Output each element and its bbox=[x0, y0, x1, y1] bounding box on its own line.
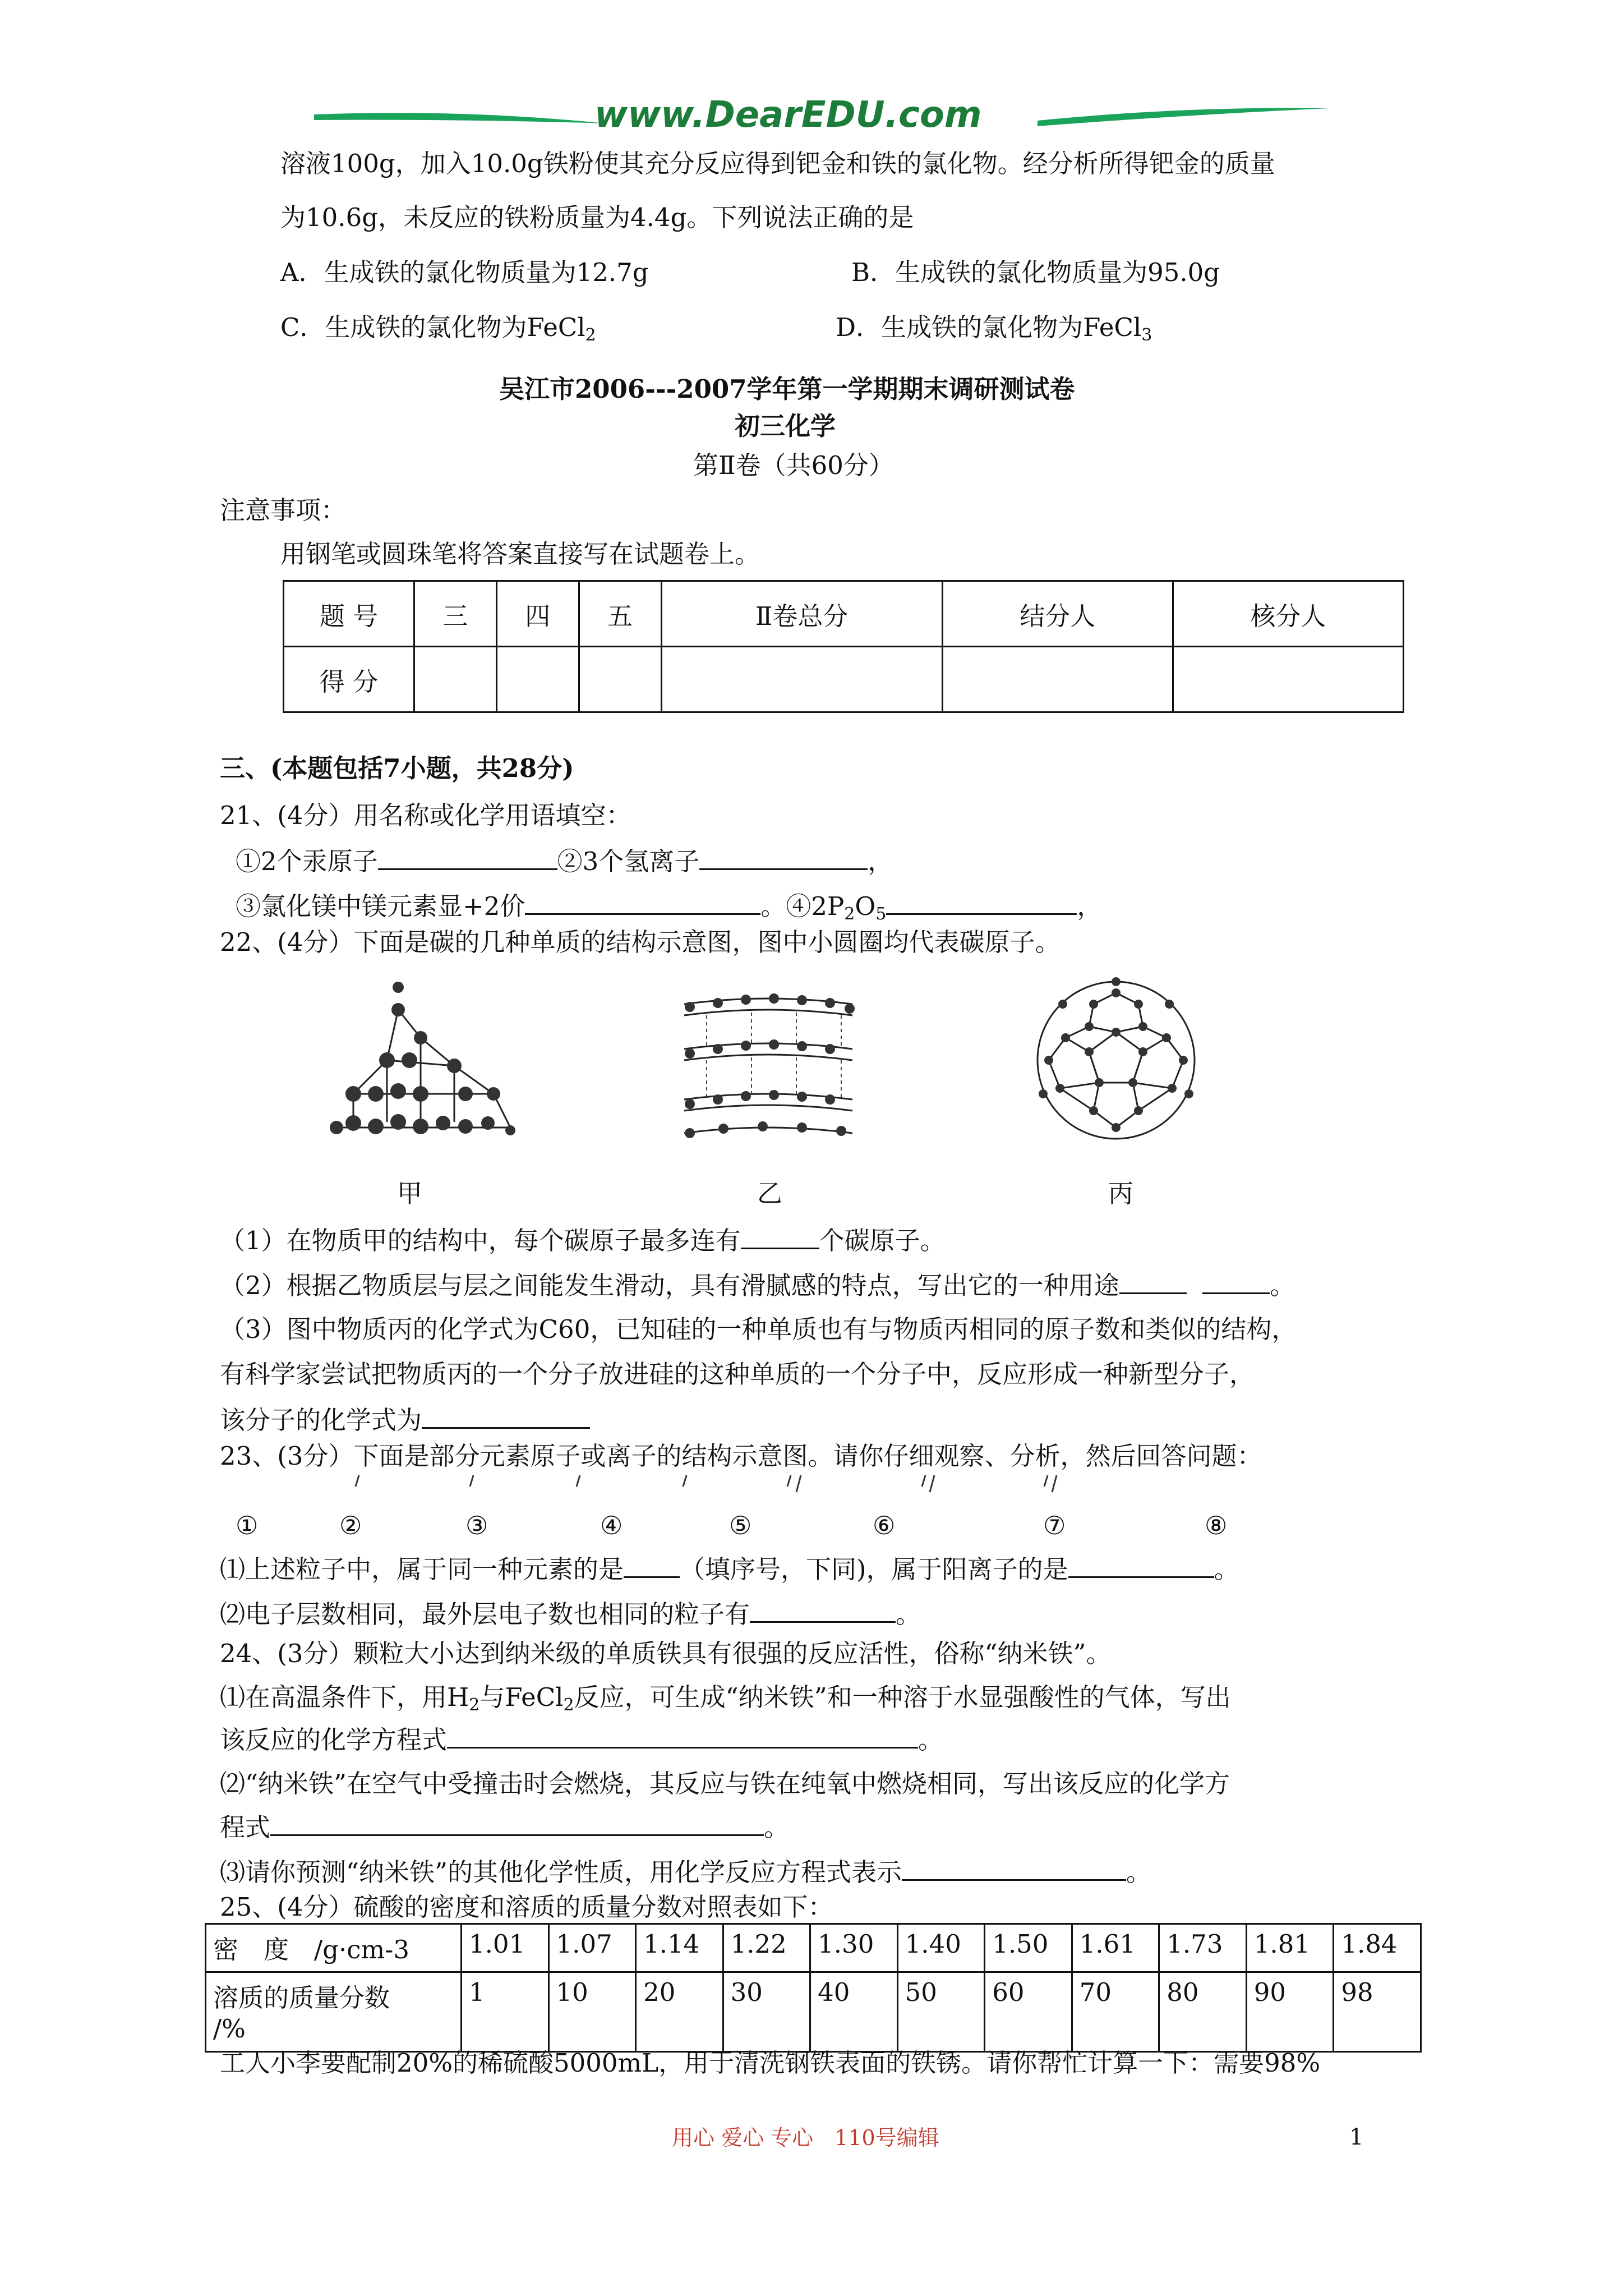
mass-cell: 98 bbox=[1334, 1972, 1421, 2052]
q23-num-7: ⑦ bbox=[1043, 1511, 1066, 1540]
diamond-structure-image bbox=[325, 976, 522, 1144]
q22-part1: （1）在物质甲的结构中，每个碳原子最多连有 个碳原子。 bbox=[220, 1223, 946, 1258]
q21-line2: ③氯化镁中镁元素显+2价 。$④2P_2O_5$ ， bbox=[236, 889, 1102, 923]
label-yi: 乙 bbox=[757, 1179, 783, 1208]
q20-option-d: D．生成铁的氯化物为FeCl$_3$ bbox=[836, 312, 1152, 345]
score-cell: 核分人 bbox=[1173, 581, 1403, 647]
q23-structure-marks bbox=[348, 1470, 1133, 1498]
q23-num-4: ④ bbox=[600, 1511, 623, 1540]
density-cell: 1.40 bbox=[897, 1924, 985, 1972]
q23-num-6: ⑥ bbox=[873, 1511, 896, 1540]
mass-cell: 90 bbox=[1246, 1972, 1334, 2052]
mass-cell: 1 bbox=[462, 1972, 549, 2052]
q24-part1-line1: ⑴在高温条件下，用$H_2$与FeCl$_2$反应，可生成“纳米铁”和一种溶于水显强酸性的气体，写出 bbox=[220, 1682, 1231, 1715]
score-cell: 五 bbox=[579, 581, 661, 647]
score-input-cell[interactable] bbox=[579, 647, 661, 712]
q22-stem: 22、(4分）下面是碳的几种单质的结构示意图，图中小圆圈均代表碳原子。 bbox=[220, 927, 1061, 957]
q25-stem: 25、(4分）硫酸的密度和溶质的质量分数对照表如下： bbox=[220, 1892, 833, 1922]
graphite-structure-image bbox=[679, 982, 858, 1150]
mass-fraction-row bbox=[206, 1972, 1421, 2052]
q23-stem: 23、(3分）下面是部分元素原子或离子的结构示意图。请你仔细观察、分析，然后回答问题： bbox=[220, 1441, 1262, 1471]
q23-num-8: ⑧ bbox=[1205, 1511, 1228, 1540]
q23-num-3: ③ bbox=[465, 1511, 488, 1540]
answer-blank[interactable] bbox=[422, 1402, 590, 1429]
q22-part3-line3: 该分子的化学式为 bbox=[220, 1402, 590, 1437]
label-jia: 甲 bbox=[397, 1179, 423, 1208]
answer-blank[interactable] bbox=[699, 844, 868, 870]
density-cell: 1.81 bbox=[1246, 1924, 1334, 1972]
density-cell: 1.50 bbox=[985, 1924, 1072, 1972]
footer-text: 用心 爱心 专心 110号编辑 bbox=[672, 2125, 939, 2150]
mass-cell: 80 bbox=[1159, 1972, 1247, 2052]
score-input-cell[interactable] bbox=[1173, 647, 1403, 712]
answer-blank[interactable] bbox=[1119, 1268, 1187, 1294]
mass-cell: 60 bbox=[985, 1972, 1072, 2052]
q22-part3-line2: 有科学家尝试把物质丙的一个分子放进硅的这种单质的一个分子中，反应形成一种新型分子， bbox=[220, 1359, 1255, 1389]
answer-blank[interactable] bbox=[624, 1552, 680, 1578]
section-3-title: 三、(本题包括7小题，共28分) bbox=[220, 753, 574, 783]
q24-part2-line2: 程式 。 bbox=[220, 1810, 789, 1844]
header-swoosh-right bbox=[1038, 104, 1329, 137]
answer-blank[interactable] bbox=[447, 1722, 918, 1749]
mass-cell: 20 bbox=[636, 1972, 723, 2052]
q20-option-c: C．生成铁的氯化物为FeCl$_2$ bbox=[280, 312, 596, 345]
density-cell: 1.30 bbox=[810, 1924, 898, 1972]
q21-stem: 21、(4分）用名称或化学用语填空： bbox=[220, 800, 631, 830]
q20-line2: 为10.6g，未反应的铁粉质量为4.4g。下列说法正确的是 bbox=[280, 203, 914, 232]
q24-part2-line1: ⑵“纳米铁”在空气中受撞击时会燃烧，其反应与铁在纯氧中燃烧相同，写出该反应的化学方 bbox=[220, 1769, 1230, 1798]
q24-stem: 24、(3分）颗粒大小达到纳米级的单质铁具有很强的反应活性，俗称“纳米铁”。 bbox=[220, 1639, 1112, 1668]
sulfuric-acid-table bbox=[205, 1923, 1422, 2053]
mass-cell: 70 bbox=[1072, 1972, 1159, 2052]
answer-blank[interactable] bbox=[741, 1223, 819, 1249]
c60-structure-image bbox=[1026, 970, 1206, 1150]
answer-blank[interactable] bbox=[902, 1855, 1126, 1881]
q20-option-a: A．生成铁的氯化物质量为12.7g bbox=[280, 257, 649, 287]
answer-blank[interactable] bbox=[1202, 1268, 1270, 1294]
answer-blank[interactable] bbox=[1068, 1552, 1214, 1578]
q24-part1-line2: 该反应的化学方程式 。 bbox=[220, 1722, 943, 1757]
q23-part2: ⑵电子层数相同，最外层电子数也相同的粒子有 。 bbox=[220, 1596, 921, 1631]
header-swoosh-left bbox=[314, 107, 606, 140]
page-number: 1 bbox=[1349, 2124, 1364, 2150]
exam-part: 第Ⅱ卷（共60分） bbox=[693, 450, 894, 480]
mass-cell: 30 bbox=[723, 1972, 810, 2052]
answer-blank[interactable] bbox=[886, 889, 1077, 915]
score-input-cell[interactable] bbox=[414, 647, 497, 712]
q24-part3: ⑶请你预测“纳米铁”的其他化学性质，用化学反应方程式表示 。 bbox=[220, 1855, 1151, 1889]
q22-part2: （2）根据乙物质层与层之间能发生滑动，具有滑腻感的特点，写出它的一种用途 。 bbox=[220, 1268, 1295, 1303]
q25-tail: 工人小李要配制20%的稀硫酸5000mL，用于清洗钢铁表面的铁锈。请你帮忙计算一下：需要98% bbox=[220, 2048, 1321, 2078]
score-input-cell[interactable] bbox=[942, 647, 1173, 712]
exam-title: 吴江市2006---2007学年第一学期期末调研测试卷 bbox=[499, 374, 1075, 404]
score-input-cell[interactable] bbox=[496, 647, 579, 712]
score-table-header-row bbox=[284, 581, 1404, 647]
score-input-cell[interactable] bbox=[661, 647, 942, 712]
score-cell: 三 bbox=[414, 581, 497, 647]
density-cell: 1.22 bbox=[723, 1924, 810, 1972]
score-cell: 得 分 bbox=[284, 647, 414, 712]
score-cell: 题 号 bbox=[284, 581, 414, 647]
q23-num-1: ① bbox=[236, 1511, 259, 1540]
score-cell: 四 bbox=[496, 581, 579, 647]
density-cell: 1.14 bbox=[636, 1924, 723, 1972]
score-cell: Ⅱ卷总分 bbox=[661, 581, 942, 647]
mass-cell: 40 bbox=[810, 1972, 898, 2052]
q23-num-2: ② bbox=[339, 1511, 362, 1540]
score-table bbox=[283, 580, 1404, 713]
exam-subject: 初三化学 bbox=[735, 411, 836, 441]
density-cell: 1.73 bbox=[1159, 1924, 1247, 1972]
answer-blank[interactable] bbox=[378, 844, 557, 870]
answer-blank[interactable] bbox=[750, 1596, 896, 1623]
mass-cell: 50 bbox=[897, 1972, 985, 2052]
score-cell: 结分人 bbox=[942, 581, 1173, 647]
answer-blank[interactable] bbox=[270, 1810, 764, 1836]
density-label: 密 度 /g·cm-3 bbox=[206, 1924, 462, 1972]
density-cell: 1.07 bbox=[548, 1924, 636, 1972]
q21-line1: ①2个汞原子 ②3个氢离子 ， bbox=[236, 844, 893, 878]
density-cell: 1.84 bbox=[1334, 1924, 1421, 1972]
answer-blank[interactable] bbox=[525, 889, 760, 915]
score-table-score-row bbox=[284, 647, 1404, 712]
label-bing: 丙 bbox=[1108, 1179, 1134, 1208]
notes-title: 注意事项： bbox=[220, 495, 347, 525]
mass-cell: 10 bbox=[548, 1972, 636, 2052]
density-cell: 1.01 bbox=[462, 1924, 549, 1972]
q20-option-b: B．生成铁的氯化物质量为95.0g bbox=[851, 257, 1220, 287]
q22-part3-line1: （3）图中物质丙的化学式为C60，已知硅的一种单质也有与物质丙相同的原子数和类似的结构， bbox=[220, 1314, 1297, 1344]
mass-fraction-label: 溶质的质量分数 /% bbox=[206, 1972, 462, 2052]
density-cell: 1.61 bbox=[1072, 1924, 1159, 1972]
density-row bbox=[206, 1924, 1421, 1972]
q23-num-5: ⑤ bbox=[729, 1511, 752, 1540]
site-logo: www.DearEDU.com bbox=[594, 94, 982, 136]
q20-line1: 溶液100g，加入10.0g铁粉使其充分反应得到钯金和铁的氯化物。经分析所得钯金的质量 bbox=[280, 149, 1275, 178]
q23-part1: ⑴上述粒子中，属于同一种元素的是 （填序号，下同)，属于阳离子的是 。 bbox=[220, 1552, 1239, 1586]
notes-text: 用钢笔或圆珠笔将答案直接写在试题卷上。 bbox=[280, 539, 760, 569]
